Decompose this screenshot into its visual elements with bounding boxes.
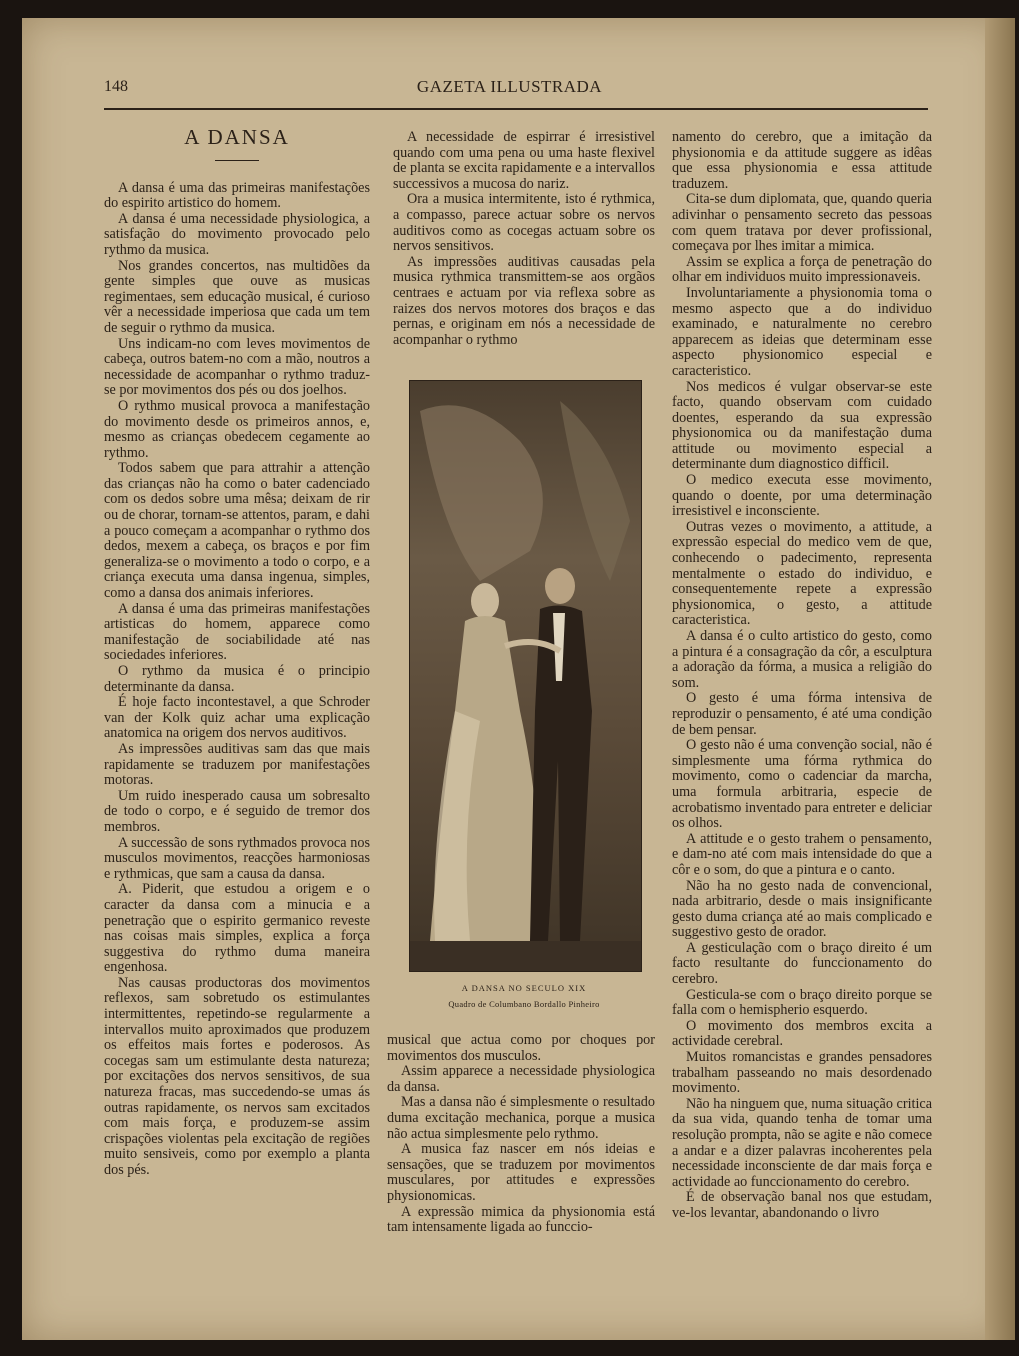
paragraph: Nos grandes concertos, nas multidões da gente simples que ouve as musicas regimentaes, sem educação musical, é curioso vêr a necessidade imperiosa que cada um tem de seguir o rythmo da musica. [104, 257, 370, 336]
column-2-top [393, 130, 655, 348]
column-1-body [104, 181, 370, 1179]
paragraph: Nos medicos é vulgar observar-se este facto, quando observam com cuidado doentes, esperando da sua expressão physionomica ou da manifestação duma attitude ou movimento especial a determinante dum diagnostico difficil. [672, 378, 932, 473]
column-2-top-body [393, 130, 655, 348]
paragraph: A dansa é uma necessidade physiologica, a satisfação do movimento provocado pelo rythmo da musica. [104, 210, 370, 258]
paragraph: Cita-se dum diplomata, que, quando queria adivinhar o pensamento secreto das pessoas com quem tratava por dever profissional, começava por lhes imitar a mimica. [672, 191, 932, 255]
paragraph: O rythmo musical provoca a manifestação do movimento desde os primeiros annos, e, mesmo as crianças obedecem cegamente ao rythmo. [104, 397, 370, 461]
paragraph: A dansa é uma das primeiras manifestações artisticas do homem, apparece como manifestação de sociabilidade até nas sociedades inferiores. [104, 600, 370, 664]
paragraph: A gesticulação com o braço direito é um facto resultante do funccionamento do cerebro. [672, 939, 932, 988]
paragraph: A necessidade de espirrar é irresistivel quando com uma pena ou uma haste flexivel de planta se excita rapidamente e a intervallos successivos a mucosa do nariz. [393, 129, 655, 192]
paragraph: Nas causas productoras dos movimentos reflexos, sam sobretudo os estimulantes intermittentes, repetindo-se regularmente a intervallos muito aproximados que produzem os effeitos mais fortes e poderosos. As cocegas sam um estimulante desta natureza; por excitações dos nervos sensitivos, de sua natureza fracas, mas succedendo-se umas ás outras rapidamente, os nervos sam excitados com mais força, e produzem-se assim crispações violentas pela excitação de regiões muito sensiveis, como por exemplo a planta dos pés. [104, 974, 370, 1178]
paragraph: Não ha ninguem que, numa situação critica da sua vida, quando tenha de tomar uma resolução prompta, não se agite e não comece a andar e a dizer palavras incoherentes pela necessidade inconsciente de dar mais força e actividade ao funccionamento do cerebro. [672, 1095, 932, 1190]
illustration-credit: Quadro de Columbano Bordallo Pinheiro [448, 999, 600, 1009]
paragraph: Assim se explica a força de penetração do olhar em individuos muito impressionaveis. [672, 253, 932, 286]
paragraph: musical que actua como por choques por movimentos dos musculos. [387, 1032, 655, 1064]
paragraph: A dansa é uma das primeiras manifestações do espirito artistico do homem. [104, 179, 370, 212]
header-rule [104, 108, 928, 110]
page-number: 148 [104, 78, 128, 95]
paragraph: namento do cerebro, que a imitação da physionomia e da attitude suggere as idêas que essa physionomia e essa attitude traduzem. [672, 129, 932, 192]
paragraph: As impressões auditivas sam das que mais rapidamente se traduzem por manifestações motoras. [104, 740, 370, 789]
paragraph: Muitos romancistas e grandes pensadores trabalham passeando no mais desordenado movimento. [672, 1049, 932, 1097]
paragraph: Ora a musica intermitente, isto é rythmica, a compasso, parece actuar sobre os nervos auditivos como as cocegas actuam sobre os nervos sensitivos. [393, 191, 655, 255]
paragraph: É de observação banal nos que estudam, ve-los levantar, abandonando o livro [672, 1189, 932, 1221]
paragraph: O movimento dos membros excita a actividade cerebral. [672, 1017, 932, 1050]
page-edge [985, 18, 1015, 1340]
paragraph: Todos sabem que para attrahir a attenção das crianças não ha como o bater cadenciado com os dedos sobre uma mêsa; deixam de rir ou de chorar, tornam-se attentos, param, e dahi a pouco começam a acompanhar o rythmo dos dedos, mexem a cabeça, os braços e por fim generaliza-se o movimento a todo o corpo, e a criança executa uma dansa ingenua, simples, como a dansa dos animais inferiores. [104, 460, 370, 602]
article-title: A DANSA [184, 125, 290, 149]
paragraph: Mas a dansa não é simplesmente o resultado duma excitação mechanica, porque a musica não actua simplesmente pelo rythmo. [387, 1094, 655, 1142]
paragraph: Não ha no gesto nada de convencional, nada arbitrario, desde o mais insignificante gesto duma criança até ao mais complicado e suggestivo gesto de orador. [672, 877, 932, 941]
illustration-caption: A DANSA NO SECULO XIX [461, 983, 587, 993]
paragraph: O gesto é uma fórma intensiva de reproduzir o pensamento, é até uma condição de bem pensar. [672, 690, 932, 738]
column-3-body [672, 130, 932, 1222]
column-2-bottom [387, 1033, 655, 1236]
paragraph: A attitude e o gesto trahem o pensamento, e dam-no até com mais intensidade do que a côr e o som, do que a pintura e o canto. [672, 830, 932, 878]
paragraph: A musica faz nascer em nós ideias e sensações, que se traduzem por movimentos musculares, por attitudes e expressões physionomicas. [387, 1141, 655, 1204]
paragraph: O rythmo da musica é o principio determinante da dansa. [104, 663, 370, 695]
title-divider [215, 160, 259, 161]
column-1 [104, 125, 370, 1179]
paragraph: A. Piderit, que estudou a origem e o caracter da dansa com a minucia e a penetração que o espirito germanico reveste nas coisas mais simples, explica a força suggestiva do rythmo duma maneira engenhosa. [104, 881, 370, 976]
paragraph: Um ruido inesperado causa um sobresalto de todo o corpo, e é seguido de tremor dos membros. [104, 787, 370, 835]
paragraph: Involuntariamente a physionomia toma o mesmo aspecto que a do individuo examinado, e naturalmente no cerebro apparecem as ideias que determinam esse aspecto physionomico especial e caracteristico. [672, 284, 932, 379]
paragraph: A successão de sons rythmados provoca nos musculos movimentos, reacções harmoniosas e rythmicas, que sam a causa da dansa. [104, 834, 370, 882]
dancing-couple-illustration [410, 381, 641, 971]
paragraph: A dansa é o culto artistico do gesto, como a pintura é a consagração da côr, a esculptura a adoração da fórma, a musica a religião do som. [672, 628, 932, 691]
paragraph: As impressões auditivas causadas pela musica rythmica transmittem-se aos orgãos centraes e actuam por via reflexa sobre as raizes dos nervos motores dos braços e das pernas, e originam em nós a necessidade de acompanhar o rythmo [393, 253, 655, 348]
illustration-plate [409, 380, 642, 972]
paragraph: O medico executa esse movimento, quando o doente, por uma determinação irresistivel e inconsciente. [672, 472, 932, 520]
paragraph: O gesto não é uma convenção social, não é simplesmente uma fórma rythmica do movimento, como o cadenciar da marcha, uma formula arbitraria, especie de acrobatismo inventado para entreter e deliciar os olhos. [672, 737, 932, 832]
paragraph: Assim apparece a necessidade physiologica da dansa. [387, 1063, 655, 1095]
column-3 [672, 130, 932, 1222]
paragraph: A expressão mimica da physionomia está tam intensamente ligada ao funccio- [387, 1203, 655, 1236]
publication-title: GAZETA ILLUSTRADA [416, 77, 603, 96]
paragraph: Gesticula-se com o braço direito porque se falla com o hemispherio esquerdo. [672, 986, 932, 1019]
paragraph: Outras vezes o movimento, a attitude, a expressão especial do medico vem de que, conhecendo o padecimento, representa mentalmente o estado do individuo, e consequentemente repete a expressão physionomica, o gesto, a attitude caracteristica. [672, 518, 932, 629]
column-2-bottom-body [387, 1033, 655, 1236]
paragraph: É hoje facto incontestavel, a que Schroder van der Kolk quiz achar uma explicação anatomica na origem dos nervos auditivos. [104, 694, 370, 742]
paragraph: Uns indicam-no com leves movimentos de cabeça, outros batem-no com a mão, noutros a necessidade de acompanhar o rythmo traduz-se por movimentos dos pés ou dos joelhos. [104, 335, 370, 399]
